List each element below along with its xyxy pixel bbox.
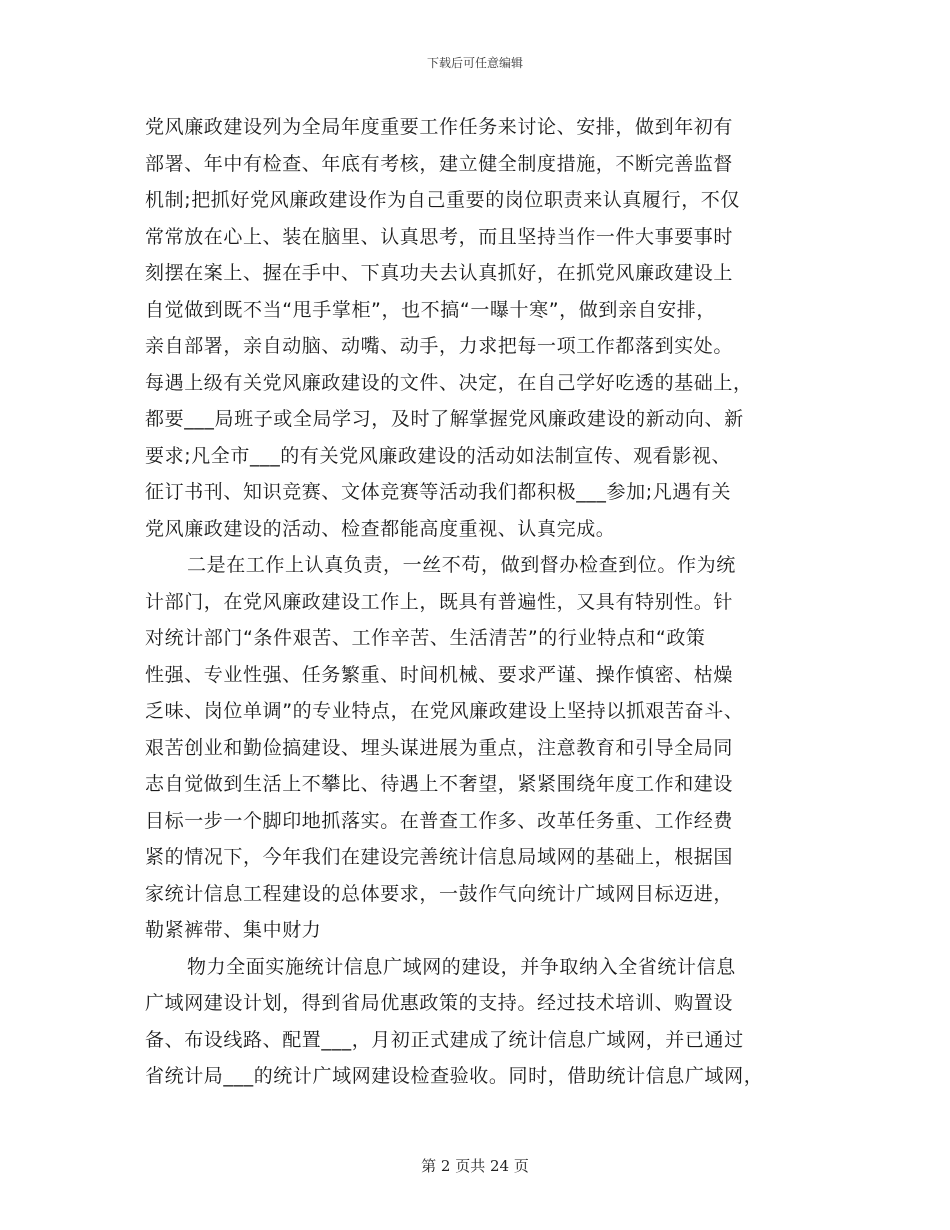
text-line: 性强、专业性强、任务繁重、时间机械、要求严谨、操作慎密、枯燥 [145, 663, 734, 686]
text-line: 志自觉做到生活上不攀比、待遇上不奢望，紧紧围绕年度工作和建设 [145, 773, 734, 795]
text-line: 亲自部署，亲自动脑、动嘴、动手，力求把每一项工作都落到实处。 [145, 335, 734, 357]
text-line: 广域网建设计划，得到省局优惠政策的支持。经过技术培训、购置设 [145, 992, 734, 1014]
text-line: 紧的情况下，今年我们在建设完善统计信息局域网的基础上，根据国 [145, 846, 734, 868]
page-number: 第 2 页共 24 页 [421, 1157, 529, 1175]
text-line: 艰苦创业和勤俭搞建设、埋头谋进展为重点，注意教育和引导全局同 [145, 736, 734, 759]
text-line: 省统计局___的统计广域网建设检查验收。同时，借助统计信息广域网， [145, 1065, 764, 1087]
document-body [145, 109, 815, 1095]
text-line: 每遇上级有关党风廉政建设的文件、决定，在自己学好吃透的基础上， [145, 371, 753, 394]
text-line: 要求;凡全市___的有关党风廉政建设的活动如法制宣传、观看影视、 [145, 444, 732, 467]
text-line: 备、布设线路、配置___，月初正式建成了统计信息广域网，并已通过 [145, 1028, 744, 1051]
text-line: 目标一步一个脚印地抓落实。在普查工作多、改革任务重、工作经费 [145, 809, 734, 832]
text-line: 党风廉政建设列为全局年度重要工作任务来讨论、安排，做到年初有 [145, 116, 734, 138]
text-line: 征订书刊、知识竞赛、文体竞赛等活动我们都积极___参加;凡遇有关 [145, 481, 732, 503]
page-header: 下载后可任意编辑 [426, 56, 523, 70]
text-line: 常常放在心上、装在脑里、认真思考，而且坚持当作一件大事要事时 [145, 225, 734, 248]
text-line: 党风廉政建设的活动、检查都能高度重视、认真完成。 [145, 517, 616, 540]
text-line: 家统计信息工程建设的总体要求，一鼓作气向统计广域网目标迈进， [145, 882, 734, 905]
text-line: 都要___局班子或全局学习，及时了解掌握党风廉政建设的新动向、新 [145, 408, 744, 430]
paragraph-start-line: 二是在工作上认真负责，一丝不苟，做到督办检查到位。作为统 [187, 554, 736, 576]
text-line: 自觉做到既不当“甩手掌柜”，也不搞“一曝十寒”，做到亲自安排， [145, 298, 716, 321]
text-line: 刻摆在案上、握在手中、下真功夫去认真抓好，在抓党风廉政建设上 [145, 262, 734, 284]
text-line: 机制;把抓好党风廉政建设作为自己重要的岗位职责来认真履行，不仅 [145, 189, 741, 211]
paragraph-start-line: 物力全面实施统计信息广域网的建设，并争取纳入全省统计信息 [187, 955, 736, 978]
text-line: 对统计部门“条件艰苦、工作辛苦、生活清苦”的行业特点和“政策 [145, 627, 706, 649]
text-line: 乏味、岗位单调”的专业特点，在党风廉政建设上坚持以抓艰苦奋斗、 [145, 700, 744, 722]
text-line: 计部门，在党风廉政建设工作上，既具有普遍性，又具有特别性。针 [145, 590, 734, 613]
text-line: 勒紧裤带、集中财力 [145, 919, 322, 941]
text-line: 部署、年中有检查、年底有考核，建立健全制度措施，不断完善监督 [145, 152, 734, 175]
